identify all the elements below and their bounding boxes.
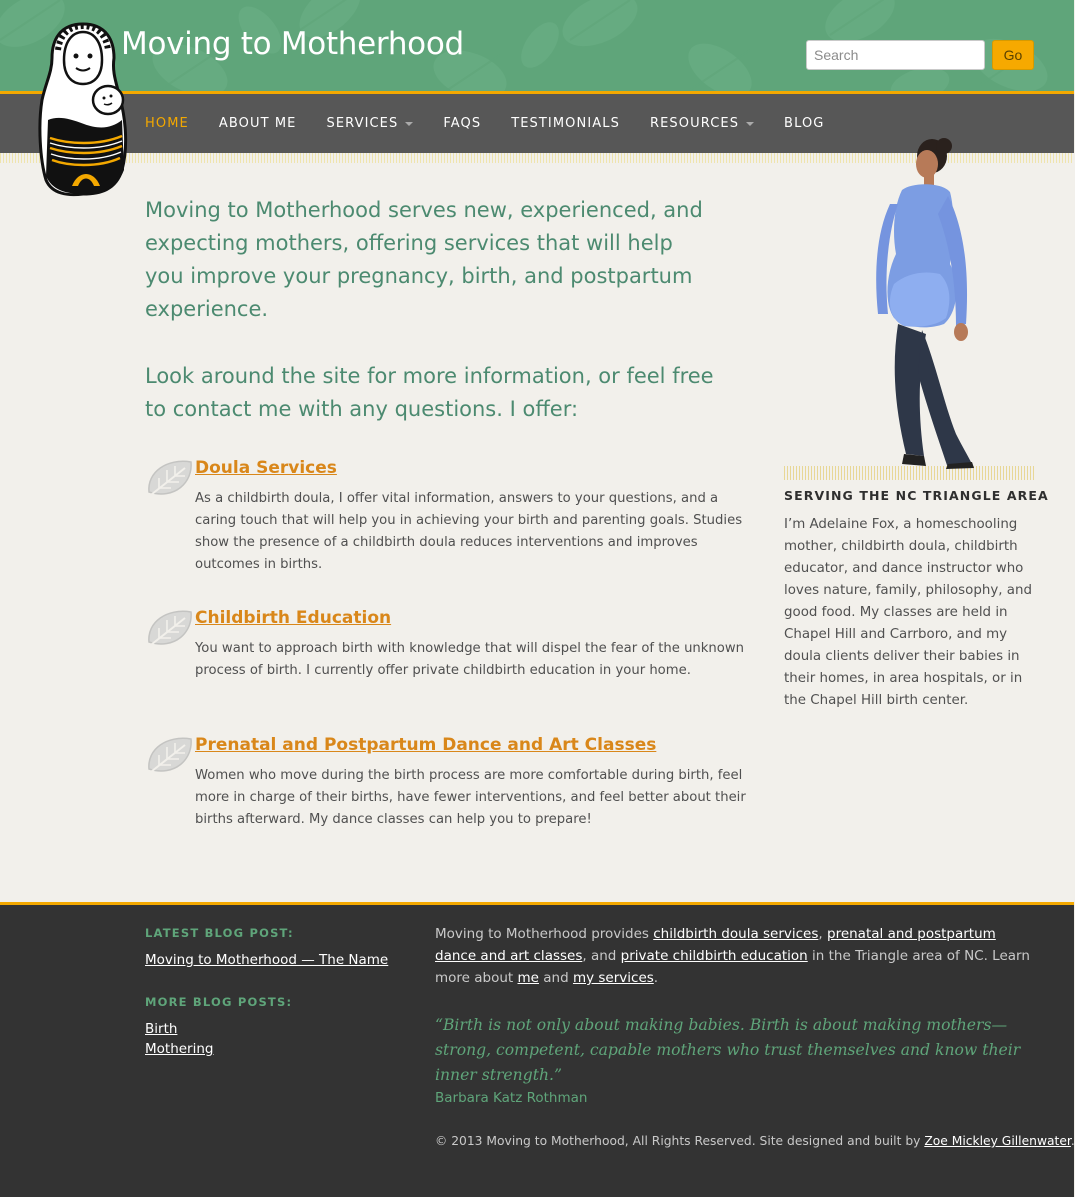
service-link-doula-services[interactable]: Doula Services <box>195 458 337 478</box>
sidebar-heading: SERVING THE NC TRIANGLE AREA <box>784 488 1049 503</box>
nav-item-home[interactable] <box>145 116 189 131</box>
copyright <box>435 1134 1075 1148</box>
intro-offer-paragraph: Look around the site for more information, or feel free to contact me with any questions. I offer: <box>145 364 714 421</box>
footer-link-childbirth-education[interactable]: private childbirth education <box>620 948 808 964</box>
designer-link[interactable]: Zoe Mickley Gillenwater <box>924 1134 1071 1148</box>
nav-label: TESTIMONIALS <box>511 116 620 131</box>
footer-quote: “Birth is not only about making babies. Birth is about making mothers—strong, competent, capable mothers who trust themselves and know their inner strength.” <box>435 1016 1021 1084</box>
search-input[interactable] <box>806 40 985 70</box>
nav-item-resources[interactable] <box>650 116 754 131</box>
footer-link-my-services[interactable]: my services <box>572 970 654 986</box>
blog-post-link-mothering[interactable]: Mothering <box>145 1041 214 1057</box>
service-description: Women who move during the birth process are more comfortable during birth, feel more in charge of their births, have fewer interventions, and feel better about their births afterward. My dance classes can help you to prepare! <box>195 768 746 827</box>
nav-label: HOME <box>145 116 189 131</box>
site-title[interactable]: Moving to Motherhood <box>121 26 464 62</box>
site-header <box>0 0 1074 91</box>
footer-about-text: . <box>653 970 659 986</box>
footer-about-text: and <box>538 970 573 986</box>
footer-link-me[interactable]: me <box>517 970 539 986</box>
mother-baby-logo[interactable] <box>38 20 128 196</box>
service-link-dance-art-classes[interactable]: Prenatal and Postpartum Dance and Art Classes <box>195 735 657 755</box>
nav-label: RESOURCES <box>649 116 740 131</box>
footer-about <box>435 923 1035 989</box>
intro-paragraph: Moving to Motherhood serves new, experienced, and expecting mothers, offering services that will help you improve your pregnancy, birth, and postpartum experience. <box>145 198 703 321</box>
leaf-icon <box>145 458 195 500</box>
service-link-childbirth-education[interactable]: Childbirth Education <box>195 608 392 628</box>
nav-label: SERVICES <box>326 116 399 131</box>
service-description: As a childbirth doula, I offer vital information, answers to your questions, and a caring touch that will help you in achieving your birth and parenting goals. Studies show the presence of a childbirth doula reduces interventions and improves outcomes in births. <box>195 491 743 572</box>
footer-about-text: , <box>818 926 827 942</box>
pregnant-woman-photo <box>832 134 982 469</box>
nav-label: FAQS <box>443 116 482 131</box>
nav-item-about-me[interactable] <box>219 116 297 131</box>
nav-item-testimonials[interactable] <box>511 116 620 131</box>
latest-blog-post-label: LATEST BLOG POST: <box>145 926 294 940</box>
nav-label: ABOUT ME <box>218 116 297 131</box>
service-description: You want to approach birth with knowledge that will dispel the fear of the unknown process of birth. I currently offer private childbirth education in your home. <box>195 641 744 678</box>
footer-link-dance-art-classes[interactable]: prenatal and postpartum dance and art classes <box>435 926 996 964</box>
latest-blog-post-link[interactable]: Moving to Motherhood — The Name <box>145 952 389 968</box>
blog-post-link-birth[interactable]: Birth <box>145 1021 178 1037</box>
caret-down-icon <box>746 122 754 126</box>
footer-about-text: in the Triangle area of NC. Learn more about <box>435 948 1030 986</box>
footer-about-text: Moving to Motherhood provides <box>435 926 654 942</box>
leaf-icon <box>145 608 195 650</box>
search-go-button[interactable]: Go <box>992 40 1034 70</box>
copyright-end: . <box>1070 1134 1075 1148</box>
more-blog-posts-label: MORE BLOG POSTS: <box>145 995 293 1009</box>
leaf-icon <box>145 735 195 777</box>
nav-item-blog[interactable] <box>784 116 824 131</box>
copyright-text: © 2013 Moving to Motherhood, All Rights Reserved. Site designed and built by <box>435 1134 925 1148</box>
footer-link-doula-services[interactable]: childbirth doula services <box>653 926 819 942</box>
sidebar-bio: I’m Adelaine Fox, a homeschooling mother, childbirth doula, childbirth educator, and dance instructor who loves nature, family, philosophy, and good food. My classes are held in Chapel Hill and Carrboro, and my doula clients deliver their babies in their homes, in area hospitals, or in the Chapel Hill birth center. <box>784 517 1032 708</box>
nav-label: BLOG <box>784 116 825 131</box>
footer-about-text: , and <box>582 948 621 964</box>
caret-down-icon <box>405 122 413 126</box>
nav-item-faqs[interactable] <box>443 116 481 131</box>
nav-item-services[interactable] <box>326 116 413 131</box>
quote-author: Barbara Katz Rothman <box>435 1090 588 1106</box>
